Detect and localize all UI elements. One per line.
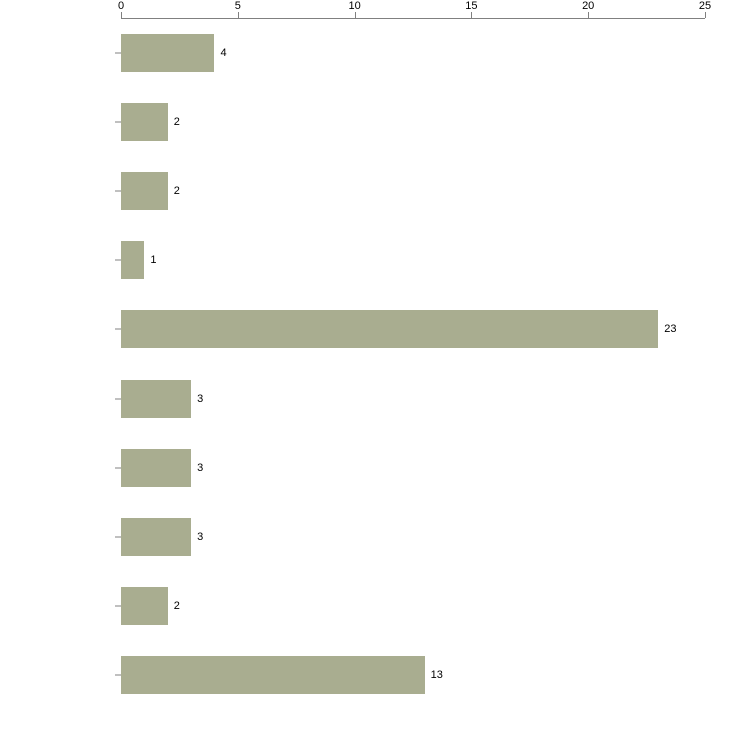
bar-row [121,380,705,418]
x-axis-tick-mark [705,12,706,18]
bar[interactable] [121,380,191,418]
x-axis-tick-label: 10 [348,0,361,12]
bar[interactable] [121,587,168,625]
bar-value-label: 23 [664,323,677,336]
x-axis-tick-label: 5 [234,0,241,12]
bar[interactable] [121,449,191,487]
bar-value-label: 2 [173,185,180,197]
bar[interactable] [121,656,425,694]
bar-value-label: 3 [197,392,204,405]
bar-row [121,34,705,72]
bar-value-label: 2 [173,115,180,128]
bar[interactable] [121,310,658,348]
bar-value-label: 3 [197,461,204,474]
bar-value-label: 1 [150,254,157,267]
bar-value-label: 2 [173,600,180,613]
bar-row [121,587,705,625]
bar-row [121,310,705,348]
bar-row [121,241,705,279]
bar[interactable] [121,34,214,72]
bar-value-label: 4 [220,46,227,59]
x-axis-tick-label: 15 [465,0,478,12]
plot-area [121,18,705,710]
bar-value-label: 3 [197,531,204,543]
bar[interactable] [121,241,144,279]
bar[interactable] [121,518,191,556]
x-axis-tick-label: 0 [117,0,125,12]
bar-row [121,518,705,556]
bar[interactable] [121,172,168,210]
bar-row [121,103,705,141]
bar[interactable] [121,103,168,141]
x-axis-tick-label: 25 [698,0,712,12]
bar-row [121,449,705,487]
x-axis-tick-label: 20 [582,0,595,12]
bar-row [121,172,705,210]
bar-row [121,656,705,694]
bar-value-label: 13 [430,669,443,682]
